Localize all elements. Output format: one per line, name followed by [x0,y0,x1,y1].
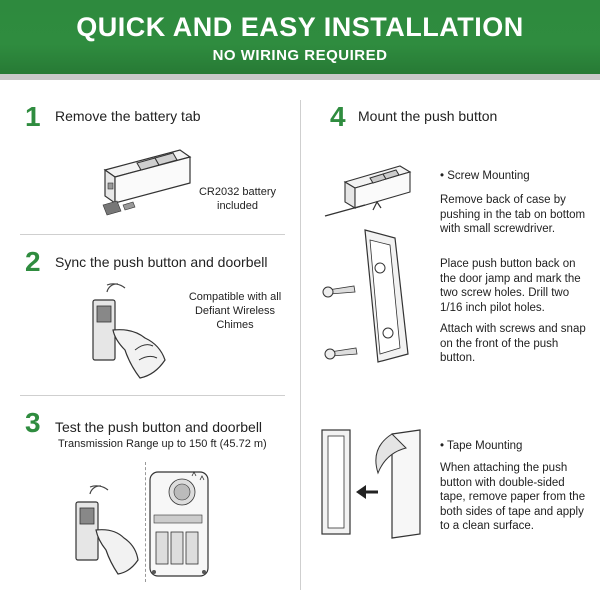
step-2-number: 2 [25,246,41,277]
step-3-number: 3 [25,407,41,438]
page-subtitle: NO WIRING REQUIRED [212,47,388,64]
step-1-number: 1 [25,101,41,132]
step-2-title: Sync the push button and doorbell [55,254,268,270]
arrow-left-icon [356,485,378,499]
screw-step-1: Remove back of case by pushing in the tab on bottom with small screwdriver. [440,194,586,235]
step-4-title: Mount the push button [358,108,498,124]
screw-step-3: Attach with screws and snap on the front of the push button. [440,323,586,364]
tape-mounting-text: When attaching the push button with double-sided tape, remove paper from the both sides of tape and apply to a clean surface. [440,462,586,532]
tape-mounting-heading: • Tape Mounting [440,440,523,452]
screw-icon [323,286,355,297]
header-banner [0,0,600,80]
step-divider [20,395,285,396]
hand-pressing-button-icon [70,480,140,575]
push-button-battery-icon [95,145,195,220]
mounting-backplate-icon [320,228,420,368]
divider-dashed [145,462,147,582]
step-3-title: Test the push button and doorbell [55,419,263,435]
tape-mounting-icon [320,428,430,538]
push-button-case-icon [325,160,425,225]
step-4-number: 4 [330,101,346,132]
step-divider [20,234,285,235]
screw-mounting-heading: • Screw Mounting [440,170,530,182]
screw-step-2: Place push button back on the door jamp and mark the two screw holes. Drill two 1/16 inch pilot holes. [440,258,581,314]
chime-unit-icon [148,470,213,580]
hand-pressing-button-icon [85,280,180,385]
compatibility-note: Compatible with all Defiant Wireless Chimes [188,291,282,331]
step-1-title: Remove the battery tab [55,108,201,124]
page-title: QUICK AND EASY INSTALLATION [76,12,524,42]
battery-note: CR2032 battery included [198,186,277,212]
range-note: Transmission Range up to 150 ft (45.72 m) [58,438,267,450]
screw-icon [325,348,357,359]
column-divider [300,100,301,590]
